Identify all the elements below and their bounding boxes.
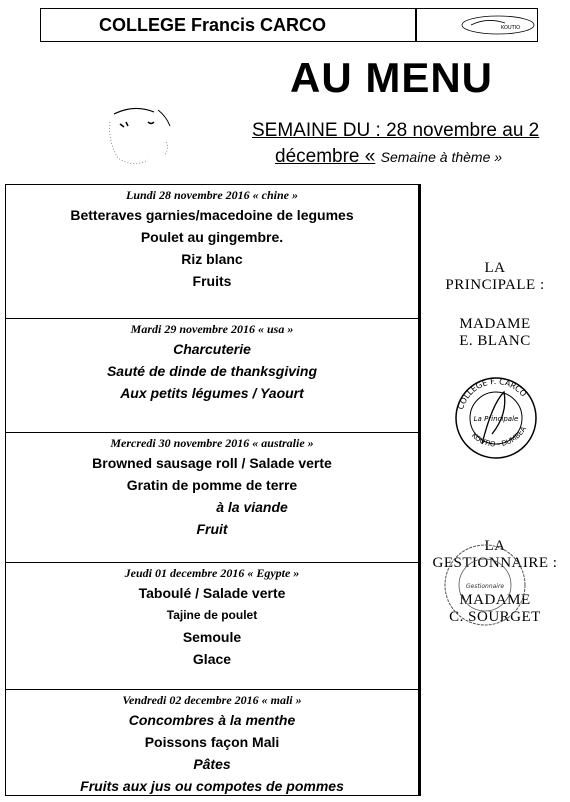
menu-item: Aux petits légumes / Yaourt bbox=[120, 385, 304, 401]
menu-table bbox=[5, 184, 419, 796]
day-block-wednesday bbox=[6, 433, 418, 563]
day-block-tuesday bbox=[6, 319, 418, 433]
principale-name-line2: E. BLANC bbox=[459, 333, 531, 349]
menu-item: à la viande bbox=[216, 499, 288, 515]
menu-item: Fruits aux jus ou compotes de pommes bbox=[80, 778, 344, 794]
gestionnaire-stamp bbox=[440, 540, 530, 630]
principale-stamp bbox=[452, 374, 540, 462]
stamp-top-text: COLLEGE F. CARCO bbox=[456, 376, 529, 411]
principale-title bbox=[440, 260, 550, 294]
day-block-monday bbox=[6, 185, 418, 319]
principale-title-line2: PRINCIPALE : bbox=[445, 277, 545, 293]
menu-item: Glace bbox=[192, 651, 232, 667]
signature-column-border bbox=[419, 184, 421, 796]
gestionnaire-title-line2: GESTIONNAIRE : bbox=[432, 555, 558, 571]
page-title: AU MENU bbox=[290, 54, 493, 101]
gestionnaire-name-line2: C. SOURGET bbox=[449, 609, 541, 625]
week-line-2 bbox=[275, 146, 502, 168]
header-box bbox=[40, 8, 538, 42]
svg-text:KOUTIO - DUMBEA bbox=[470, 425, 528, 449]
menu-item: Tajine de poulet bbox=[166, 608, 258, 622]
header-divider bbox=[415, 9, 417, 41]
day-header: Mardi 29 novembre 2016 « usa » bbox=[130, 322, 294, 336]
week-theme: Semaine à thème » bbox=[380, 149, 503, 165]
svg-text:COLLEGE F. CARCO bbox=[456, 377, 528, 411]
menu-item: Charcuterie bbox=[173, 341, 251, 357]
principale-name-line1: MADAME bbox=[459, 316, 531, 332]
logo-text: KOUTIO bbox=[501, 25, 521, 31]
menu-item: Browned sausage roll / Salade verte bbox=[92, 455, 332, 471]
menu-item: Betteraves garnies/macedoine de legumes bbox=[70, 207, 354, 223]
principale-title-line1: LA bbox=[484, 260, 506, 276]
school-name: COLLEGE Francis CARCO bbox=[99, 15, 327, 35]
week-line-2-main: décembre « bbox=[275, 146, 376, 167]
gestionnaire-name-line1: MADAME bbox=[459, 592, 531, 608]
week-line-1: SEMAINE DU : 28 novembre au 2 bbox=[252, 120, 540, 141]
day-header: Vendredi 02 decembre 2016 « mali » bbox=[122, 693, 302, 707]
stamp-bottom-text: KOUTIO - DUMBEA bbox=[469, 425, 528, 449]
menu-item: Fruit bbox=[196, 521, 228, 537]
day-header: Mercredi 30 novembre 2016 « australie » bbox=[110, 436, 314, 450]
menu-item: Concombres à la menthe bbox=[128, 712, 296, 728]
menu-item: Riz blanc bbox=[181, 251, 243, 267]
gestionnaire-title-line1: LA bbox=[484, 538, 506, 554]
menu-item: Pâtes bbox=[193, 756, 231, 772]
stamp-center-text: Gestionnaire bbox=[465, 583, 505, 590]
school-logo bbox=[457, 13, 539, 37]
menu-item: Gratin de pomme de terre bbox=[126, 477, 298, 493]
face-doodle-icon bbox=[104, 102, 178, 172]
menu-item: Semoule bbox=[182, 629, 242, 645]
menu-item: Fruits bbox=[192, 273, 232, 289]
menu-item: Poulet au gingembre. bbox=[140, 229, 284, 245]
day-block-friday bbox=[6, 690, 418, 797]
day-header: Lundi 28 novembre 2016 « chine » bbox=[125, 188, 298, 202]
principale-name bbox=[440, 316, 550, 350]
menu-item: Sauté de dinde de thanksgiving bbox=[106, 363, 318, 379]
menu-item: Poissons façon Mali bbox=[144, 734, 280, 750]
day-block-thursday bbox=[6, 563, 418, 690]
day-header: Jeudi 01 decembre 2016 « Egypte » bbox=[124, 566, 300, 580]
menu-item: Taboulé / Salade verte bbox=[138, 585, 286, 601]
stamp-center-text: La Principale bbox=[473, 415, 519, 423]
